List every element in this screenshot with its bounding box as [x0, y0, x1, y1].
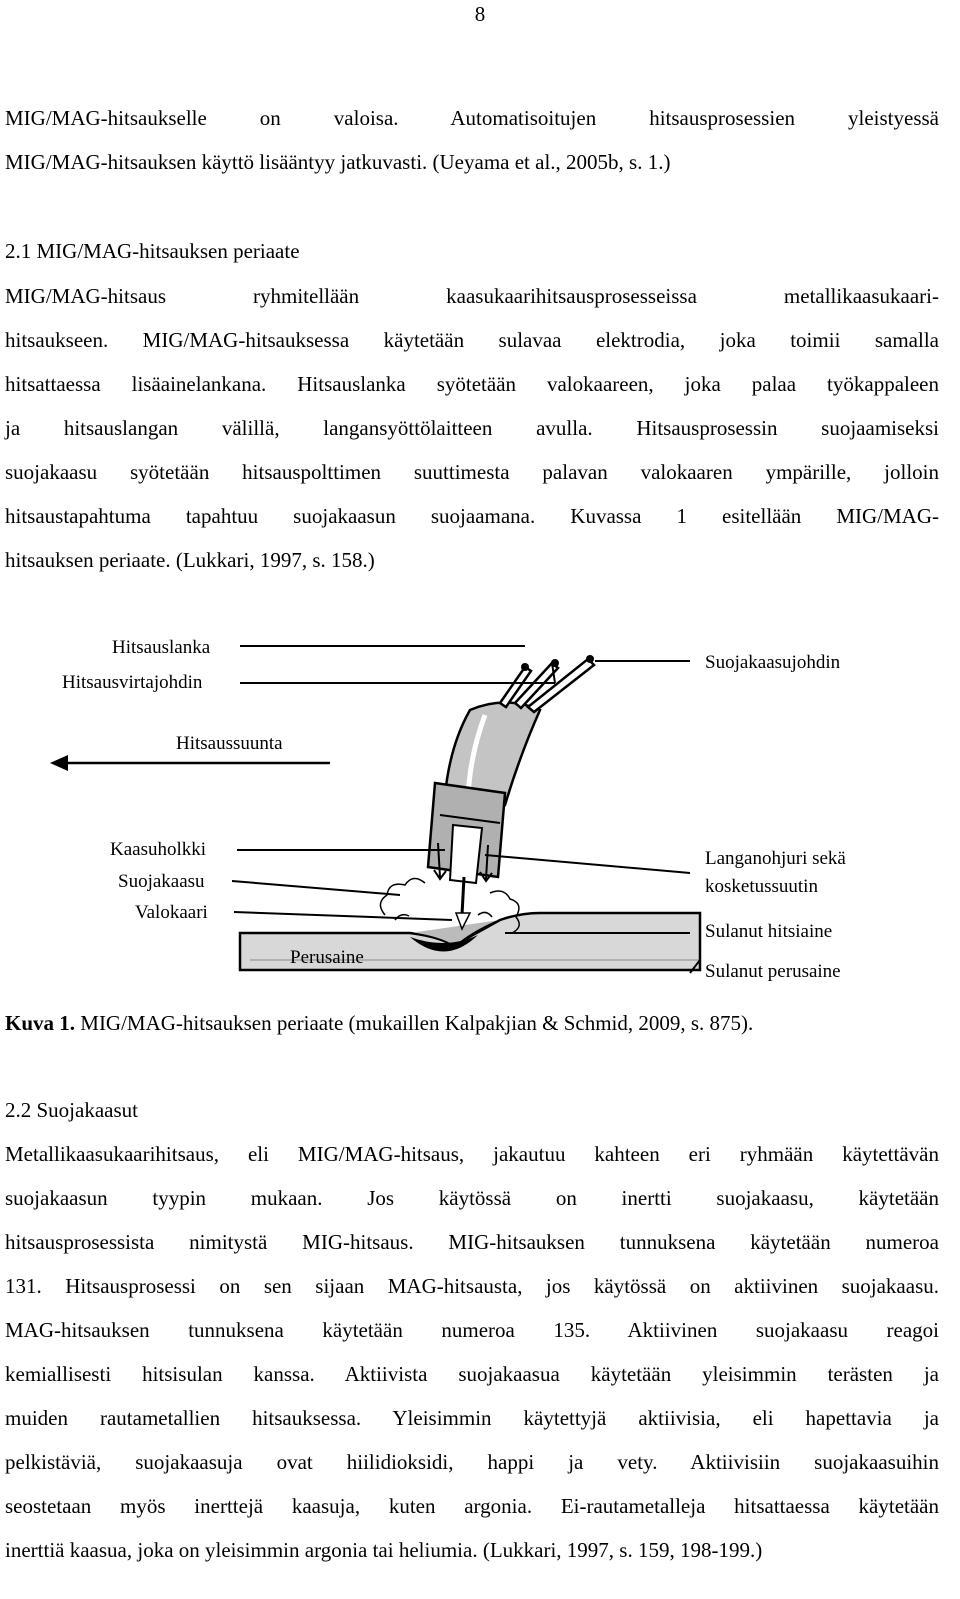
label-langanohjuri-line1: Langanohjuri sekä — [705, 848, 846, 869]
label-perusaine: Perusaine — [290, 947, 364, 968]
mig-mag-welding-diagram — [0, 615, 960, 1000]
label-valokaari: Valokaari — [135, 902, 208, 923]
label-sulanut-hitsiaine: Sulanut hitsiaine — [705, 921, 833, 942]
paragraph-line: muiden rautametallien hitsauksessa. Yleisimmin käytettyjä aktiivisia, eli hapettavia ja — [5, 1406, 939, 1430]
paragraph-line: suojakaasun tyypin mukaan. Jos käytössä on inertti suojakaasu, käytetään — [5, 1186, 939, 1210]
paragraph-line: hitsausprosessista nimitystä MIG-hitsaus. MIG-hitsauksen tunnuksena käytetään numeroa — [5, 1230, 939, 1254]
label-suojakaasujohdin: Suojakaasujohdin — [705, 652, 841, 673]
label-kaasuholkki: Kaasuholkki — [110, 839, 207, 860]
paragraph-line: MIG/MAG-hitsauksen käyttö lisääntyy jatkuvasti. (Ueyama et al., 2005b, s. 1.) — [5, 150, 671, 174]
paragraph-line: 131. Hitsausprosessi on sen sijaan MAG-hitsausta, jos käytössä on aktiivinen suojakaasu. — [5, 1274, 939, 1298]
paragraph-line: hitsattaessa lisäainelankana. Hitsauslanka syötetään valokaareen, joka palaa työkappaleen — [5, 372, 939, 396]
page-number: 8 — [474, 2, 486, 26]
label-hitsaussuunta: Hitsaussuunta — [176, 733, 283, 754]
paragraph-line: hitsauksen periaate. (Lukkari, 1997, s. 158.) — [5, 548, 375, 572]
paragraph-line: suojakaasu syötetään hitsauspolttimen suuttimesta palavan valokaaren ympärille, jolloin — [5, 460, 939, 484]
paragraph-line: hitsaustapahtuma tapahtuu suojakaasun suojaamana. Kuvassa 1 esitellään MIG/MAG- — [5, 504, 939, 528]
caption-label: Kuva 1. — [5, 1011, 76, 1035]
caption-text: MIG/MAG-hitsauksen periaate (mukaillen Kalpakjian & Schmid, 2009, s. 875). — [75, 1011, 754, 1035]
paragraph-line: kemiallisesti hitsisulan kanssa. Aktiivista suojakaasua käytetään yleisimmin terästen ja — [5, 1362, 939, 1386]
paragraph-line: Metallikaasukaarihitsaus, eli MIG/MAG-hitsaus, jakautuu kahteen eri ryhmään käytettävän — [5, 1142, 939, 1166]
figure-caption — [5, 1009, 753, 1037]
paragraph-line: seostetaan myös inerttejä kaasuja, kuten argonia. Ei-rautametalleja hitsattaessa käytetään — [5, 1494, 939, 1518]
paragraph-line: pelkistäviä, suojakaasuja ovat hiilidioksidi, happi ja vety. Aktiivisiin suojakaasuihin — [5, 1450, 939, 1474]
label-suojakaasu: Suojakaasu — [118, 871, 205, 892]
paragraph-line: hitsaukseen. MIG/MAG-hitsauksessa käytetään sulavaa elektrodia, joka toimii samalla — [5, 328, 939, 352]
paragraph-line: MIG/MAG-hitsaus ryhmitellään kaasukaarihitsausprosesseissa metallikaasukaari- — [5, 284, 939, 308]
label-langanohjuri-line2: kosketussuutin — [705, 876, 818, 897]
section-heading-2-1: 2.1 MIG/MAG-hitsauksen periaate — [5, 239, 300, 263]
welding-direction-arrow — [50, 755, 330, 771]
paragraph-line: MIG/MAG-hitsaukselle on valoisa. Automatisoitujen hitsausprosessien yleistyessä — [5, 106, 939, 130]
label-sulanut-perusaine: Sulanut perusaine — [705, 961, 841, 982]
label-hitsausvirtajohdin: Hitsausvirtajohdin — [62, 672, 203, 693]
paragraph-line: ja hitsauslangan välillä, langansyöttölaitteen avulla. Hitsausprosessin suojaamiseksi — [5, 416, 939, 440]
welding-torch — [428, 703, 540, 930]
paragraph-line: inerttiä kaasua, joka on yleisimmin argonia tai heliumia. (Lukkari, 1997, s. 159, 198-199.) — [5, 1538, 763, 1562]
label-hitsauslanka: Hitsauslanka — [112, 637, 211, 658]
paragraph-line: MAG-hitsauksen tunnuksena käytetään numeroa 135. Aktiivinen suojakaasu reagoi — [5, 1318, 939, 1342]
section-heading-2-2: 2.2 Suojakaasut — [5, 1098, 138, 1122]
